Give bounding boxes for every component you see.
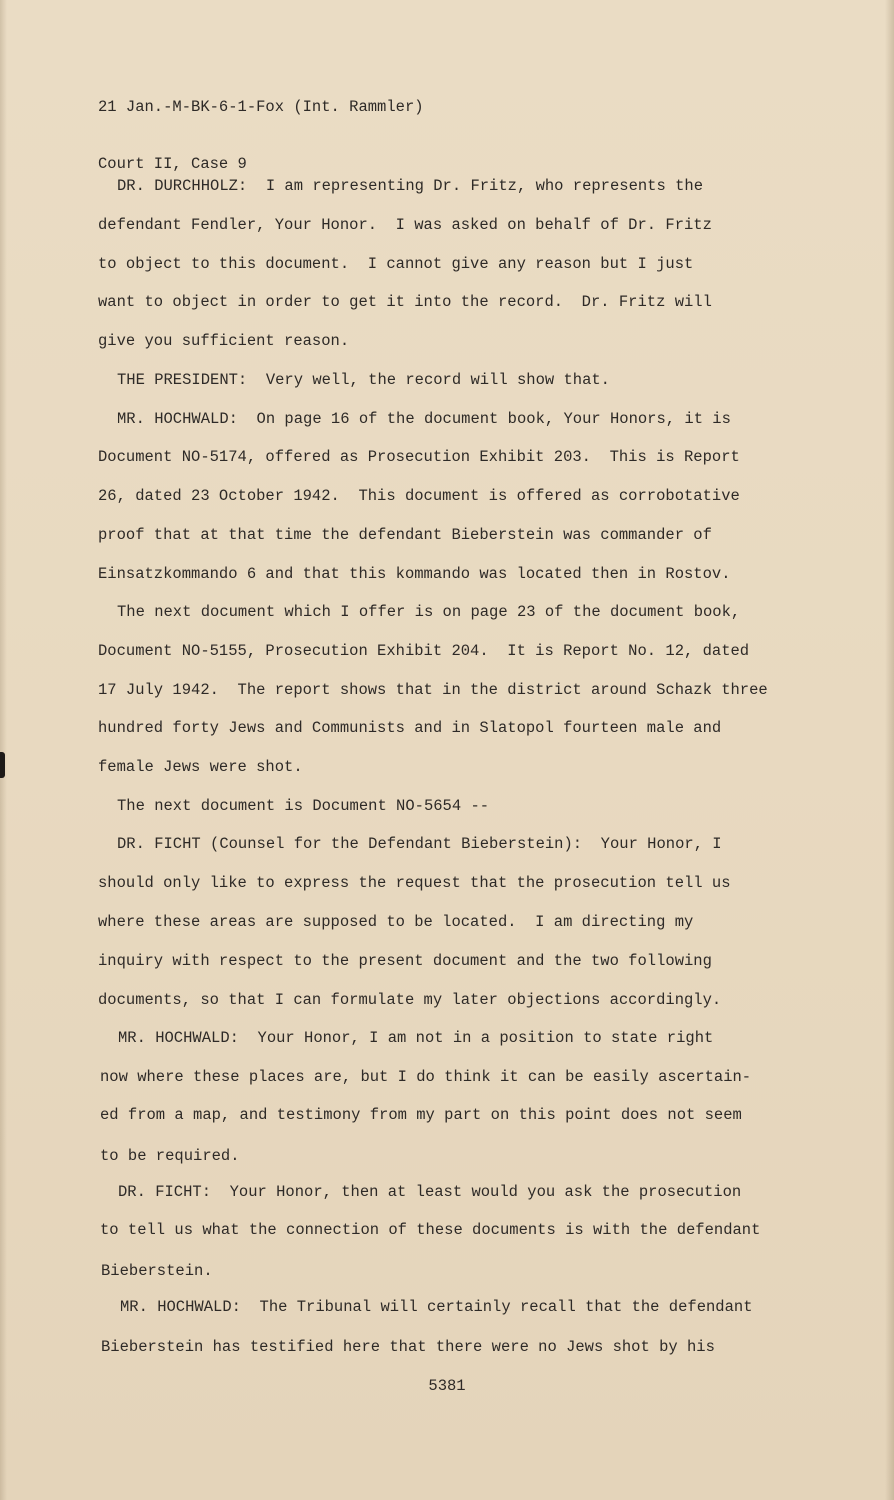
transcript-line: to be required.: [100, 1147, 240, 1165]
header-session-line: 21 Jan.-M-BK-6-1-Fox (Int. Rammler): [98, 98, 424, 116]
transcript-line: ed from a map, and testimony from my part on this point does not seem: [100, 1106, 742, 1124]
transcript-line: DR. FICHT (Counsel for the Defendant Bieberstein): Your Honor, I: [117, 835, 722, 853]
transcript-line: proof that at that time the defendant Bieberstein was commander of: [98, 526, 712, 544]
transcript-line: Document NO-5155, Prosecution Exhibit 204. It is Report No. 12, dated: [98, 642, 750, 660]
transcript-line: The next document which I offer is on page 23 of the document book,: [117, 603, 741, 621]
header-court-line: Court II, Case 9: [98, 155, 247, 173]
page-number: 5381: [428, 1377, 466, 1395]
transcript-line: defendant Fendler, Your Honor. I was asked on behalf of Dr. Fritz: [98, 216, 712, 234]
transcript-line: 26, dated 23 October 1942. This document is offered as corrobotative: [98, 487, 740, 505]
transcript-line: Document NO-5174, offered as Prosecution Exhibit 203. This is Report: [98, 448, 740, 466]
transcript-line: Einsatzkommando 6 and that this kommando was located then in Rostov.: [98, 565, 731, 583]
transcript-line: female Jews were shot.: [98, 758, 303, 776]
transcript-line: MR. HOCHWALD: Your Honor, I am not in a position to state right: [118, 1029, 714, 1047]
transcript-line: to object to this document. I cannot give any reason but I just: [98, 255, 694, 273]
transcript-line: documents, so that I can formulate my later objections accordingly.: [98, 991, 722, 1009]
transcript-line: The next document is Document NO-5654 --: [117, 797, 490, 815]
transcript-line: MR. HOCHWALD: The Tribunal will certainly recall that the defendant: [120, 1298, 753, 1316]
transcript-line: Bieberstein.: [101, 1262, 213, 1280]
page-edge-shadow-right: [885, 0, 894, 1500]
transcript-line: MR. HOCHWALD: On page 16 of the document book, Your Honors, it is: [117, 410, 731, 428]
transcript-line: hundred forty Jews and Communists and in Slatopol fourteen male and: [98, 719, 722, 737]
transcript-line: where these areas are supposed to be located. I am directing my: [98, 913, 694, 931]
transcript-line: to tell us what the connection of these documents is with the defendant: [100, 1221, 761, 1239]
transcript-line: 17 July 1942. The report shows that in the district around Schazk three: [98, 681, 768, 699]
transcript-line: want to object in order to get it into the record. Dr. Fritz will: [98, 293, 712, 311]
transcript-line: give you sufficient reason.: [98, 332, 350, 350]
transcript-line: DR. FICHT: Your Honor, then at least would you ask the prosecution: [118, 1183, 742, 1201]
transcript-line: DR. DURCHHOLZ: I am representing Dr. Fritz, who represents the: [117, 177, 703, 195]
binding-hole-mark: [0, 752, 5, 778]
transcript-line: should only like to express the request that the prosecution tell us: [98, 874, 731, 892]
transcript-line: Bieberstein has testified here that there were no Jews shot by his: [101, 1338, 715, 1356]
transcript-line: now where these places are, but I do think it can be easily ascertain-: [100, 1068, 752, 1086]
page-edge-shadow-left: [0, 0, 7, 1500]
transcript-line: THE PRESIDENT: Very well, the record will show that.: [117, 371, 610, 389]
transcript-line: inquiry with respect to the present document and the two following: [98, 952, 712, 970]
